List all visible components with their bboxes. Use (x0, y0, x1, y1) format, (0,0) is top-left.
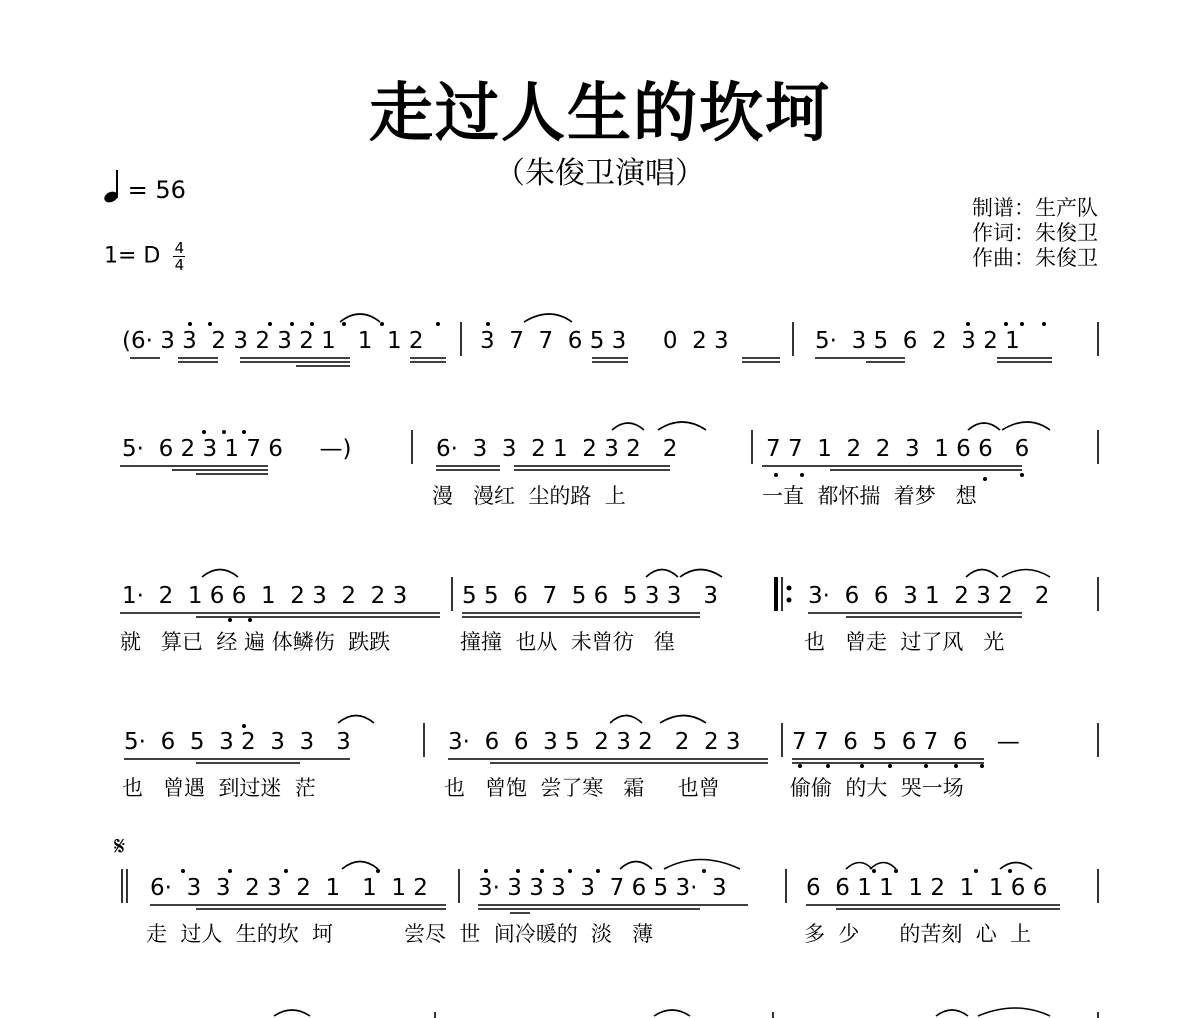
lyric-line: 撞撞 也从 未曾彷 徨 (460, 630, 675, 654)
lyric-line: 漫 漫红 尘的路 上 (432, 484, 626, 508)
measure-group: 3· 6 6 3 5 2 3 2 2 2 3 (448, 729, 741, 755)
lyric-line: 一直 都怀揣 着梦 想 (762, 484, 977, 508)
segno-icon: 𝄋 (114, 832, 126, 862)
measure-group: 5· 3 5 6 2 3 2 1 (815, 328, 1020, 354)
lyric-line: 也 曾走 过了风 光 (804, 630, 1005, 654)
lyric-line: 也 曾遇 到过迷 茫 (122, 776, 316, 800)
measure-group: 1· 2 1 6 6 1 2 3 2 2 3 (122, 583, 408, 609)
lyric-line: 偷偷 的大 哭一场 (790, 776, 964, 800)
time-bottom: 4 (174, 256, 185, 274)
song-subtitle: （朱俊卫演唱） (495, 156, 705, 191)
measure-group: 7 7 1 2 2 3 1 6 6 6 (766, 436, 1030, 462)
tempo-value: = 56 (127, 176, 186, 204)
credit-arranger: 制谱：生产队 (972, 196, 1098, 220)
measure-group: 3· 3 3 3 3 7 6 5 3· 3 (478, 875, 727, 901)
lyric-line: 走 过人 生的坎 坷 (146, 922, 334, 946)
credit-lyricist: 作词：朱俊卫 (972, 221, 1098, 245)
key-label: 1= D (104, 243, 161, 269)
song-title: 走过人生的坎坷 (369, 77, 831, 151)
measure-group: 6· 3 3 2 3 2 1 1 1 2 (150, 875, 428, 901)
credit-composer: 作曲：朱俊卫 (972, 246, 1098, 270)
lyric-line: 也 曾饱 尝了寒 霜 也曾 (444, 776, 720, 800)
measure-group: (6· 3 3 2 3 2 3 2 1 1 1 2 (122, 328, 424, 354)
lyric-line: 尝尽 世 间冷暖的 淡 薄 (404, 922, 654, 946)
measure-group: 3· 6 6 3 1 2 3 2 2 (808, 583, 1050, 609)
measure-group: 5 5 6 7 5 6 5 3 3 3 (462, 583, 718, 609)
lyric-line: 就 算已 经 遍 体鳞伤 跌跌 (120, 630, 391, 654)
measure-group: 7 7 6 5 6 7 6 — (792, 729, 1020, 755)
measure-group: 6 6 1 1 1 2 1 1 6 6 (806, 875, 1048, 901)
measure-group: 5· 6 2 3 1 7 6 —) (122, 436, 352, 462)
lyric-line: 多 少 的苦刻 心 上 (804, 922, 1032, 946)
measure-group: 5· 6 5 3 2 3 3 3 (124, 729, 351, 755)
measure-group: 3 7 7 6 5 3 0 2 3 (480, 328, 729, 354)
time-top: 4 (174, 239, 185, 257)
measure-group: 6· 3 3 2 1 2 3 2 2 (436, 436, 678, 462)
